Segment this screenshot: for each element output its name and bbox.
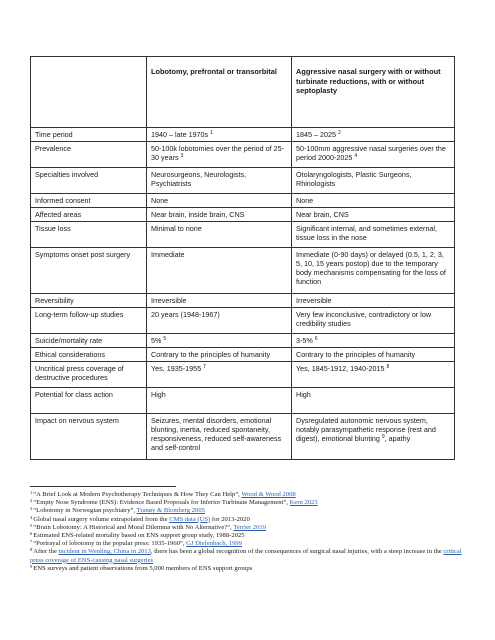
lobotomy-cell xyxy=(147,294,292,308)
cell-text: Yes, 1935-1955 xyxy=(151,364,202,373)
lobotomy-cell xyxy=(147,334,292,348)
table-row xyxy=(31,334,455,348)
row-label-text: Affected areas xyxy=(35,210,82,219)
footnote-text: After the xyxy=(33,548,59,556)
nasal-surgery-cell xyxy=(292,334,455,348)
row-label-text: Tissue loss xyxy=(35,224,71,233)
footnote-text: ENS surveys and patient observations from 5,000 members of ENS support groups xyxy=(33,564,253,572)
cell-text: Minimal to none xyxy=(151,224,202,233)
footnote-text: “Empty Nose Syndrome (ENS): Evidence Based Proposals for Inferior Turbinate Management”, xyxy=(33,499,290,507)
footnote-item xyxy=(30,532,470,540)
row-label-text: Ethical considerations xyxy=(35,350,105,359)
table-row xyxy=(31,414,455,460)
footnotes xyxy=(30,491,470,573)
cell-text: Irreversible xyxy=(296,296,332,305)
footnote-link[interactable]: critical press coverage of ENS-causing nasal surgeries xyxy=(30,548,462,564)
header-nasal-surgery: Aggressive nasal surgery with or without turbinate reductions, with or without septoplasty xyxy=(292,57,455,128)
table-row xyxy=(31,308,455,334)
nasal-surgery-cell xyxy=(292,222,455,248)
footnote-link[interactable]: Tranøy & Blomberg 2005 xyxy=(136,507,205,515)
footnote-item xyxy=(30,548,470,564)
row-label xyxy=(31,308,147,334)
footnote-link[interactable]: GJ Diefenbach, 1999 xyxy=(186,540,243,548)
lobotomy-cell xyxy=(147,208,292,222)
cell-text: High xyxy=(296,390,311,399)
nasal-surgery-cell xyxy=(292,388,455,414)
row-label xyxy=(31,194,147,208)
footnote-text: “Brain Lobotomy: A Historical and Moral Dilemma with No Alternative?”, xyxy=(33,523,234,531)
cell-text: Yes, 1845-1912, 1940-2015 xyxy=(296,364,385,373)
row-label xyxy=(31,362,147,388)
footnote-text: “Portrayal of lobotomy in the popular press: 1935-1960”, xyxy=(33,540,187,548)
row-label-text: Symptoms onset post surgery xyxy=(35,250,131,259)
table-row xyxy=(31,128,455,142)
table-row xyxy=(31,248,455,294)
row-label-text: Time period xyxy=(35,130,73,139)
nasal-surgery-cell xyxy=(292,348,455,362)
footnote-divider xyxy=(30,486,176,487)
row-label-text: Specialties involved xyxy=(35,170,99,179)
footnote-ref[interactable]: 5 xyxy=(163,336,167,342)
footnote-text: , there has been a global recognition of the consequences of surgical nasal injuries, with a steep increase in the xyxy=(150,548,444,556)
footnote-link[interactable]: CMS data (US) xyxy=(169,515,211,523)
lobotomy-cell xyxy=(147,414,292,460)
lobotomy-cell xyxy=(147,308,292,334)
cell-text: 20 years (1948-1967) xyxy=(151,310,220,319)
table-row xyxy=(31,194,455,208)
nasal-surgery-cell xyxy=(292,128,455,142)
cell-text: 5% xyxy=(151,336,162,345)
nasal-surgery-cell xyxy=(292,414,455,460)
cell-text-tail: , apathy xyxy=(384,434,411,443)
footnote-ref[interactable]: 4 xyxy=(354,153,358,159)
footnote-ref[interactable]: 6 xyxy=(314,336,318,342)
header-empty-cell xyxy=(31,57,147,128)
table-row xyxy=(31,208,455,222)
row-label xyxy=(31,334,147,348)
lobotomy-cell xyxy=(147,168,292,194)
table-row xyxy=(31,388,455,414)
cell-text: Immediate xyxy=(151,250,185,259)
table-row xyxy=(31,362,455,388)
footnote-text: “Lobotomy in Norwegian psychiatry”, xyxy=(33,507,137,515)
nasal-surgery-cell xyxy=(292,248,455,294)
table-row xyxy=(31,294,455,308)
lobotomy-cell xyxy=(147,222,292,248)
cell-text: 50-100k lobotomies over the period of 25-30 years xyxy=(151,144,285,162)
row-label xyxy=(31,128,147,142)
footnote-text: Global nasal surgery volume extrapolated from the xyxy=(33,515,170,523)
cell-text: 1845 – 2025 xyxy=(296,130,336,139)
row-label xyxy=(31,248,147,294)
lobotomy-cell xyxy=(147,362,292,388)
footnote-item xyxy=(30,516,470,524)
row-label xyxy=(31,348,147,362)
lobotomy-cell xyxy=(147,128,292,142)
row-label-text: Informed consent xyxy=(35,196,91,205)
footnote-ref[interactable]: 9 xyxy=(381,434,385,440)
row-label xyxy=(31,388,147,414)
footnote-item xyxy=(30,507,470,515)
row-label xyxy=(31,208,147,222)
cell-text: Seizures, mental disorders, emotional blunting, inertia, reduced spontaneity, responsiveness, reduced self-awareness and self-control xyxy=(151,416,282,452)
lobotomy-cell xyxy=(147,248,292,294)
footnote-text: “A Brief Look at Modern Psychotherapy Techniques & How They Can Help”, xyxy=(33,491,242,498)
footnote-number: 6 xyxy=(30,531,33,537)
cell-text: Significant internal, and sometimes external, tissue loss in the nose xyxy=(296,224,438,242)
footnote-link[interactable]: Terrier 2019 xyxy=(233,523,266,531)
footnote-number: 9 xyxy=(30,563,33,569)
footnote-ref[interactable]: 2 xyxy=(337,130,341,136)
row-label xyxy=(31,414,147,460)
lobotomy-cell xyxy=(147,348,292,362)
cell-text: High xyxy=(151,390,166,399)
cell-text: Immediate (0-90 days) or delayed (0.5, 1, 2, 3, 5, 10, 15 years postop) due to the temporary body mechanisms compensating for the loss of function xyxy=(296,250,446,286)
nasal-surgery-cell xyxy=(292,208,455,222)
cell-text: 1940 – late 1970s xyxy=(151,130,209,139)
lobotomy-cell xyxy=(147,388,292,414)
table-header-row xyxy=(31,57,455,128)
footnote-text: for 2013-2020 xyxy=(210,515,250,523)
header-lobotomy: Lobotomy, prefrontal or transorbital xyxy=(147,57,292,128)
table-row xyxy=(31,142,455,168)
row-label-text: Potential for class action xyxy=(35,390,113,399)
footnote-number: 5 xyxy=(30,522,33,528)
comparison-table xyxy=(30,56,455,460)
cell-text: Contrary to the principles of humanity xyxy=(296,350,416,359)
footnote-item xyxy=(30,565,470,573)
footnote-item xyxy=(30,524,470,532)
cell-text: Otolaryngologists, Plastic Surgeons, Rhinologists xyxy=(296,170,412,188)
row-label xyxy=(31,142,147,168)
footnote-number: 2 xyxy=(30,498,33,504)
nasal-surgery-cell xyxy=(292,294,455,308)
nasal-surgery-cell xyxy=(292,362,455,388)
row-label-text: Uncritical press coverage of destructive procedures xyxy=(35,364,124,382)
cell-text: None xyxy=(151,196,169,205)
cell-text: Irreversible xyxy=(151,296,187,305)
footnote-ref[interactable]: 7 xyxy=(203,364,206,370)
cell-text: None xyxy=(296,196,314,205)
row-label-text: Reversibility xyxy=(35,296,74,305)
cell-text: Neurosurgeons, Neurologists, Psychiatrists xyxy=(151,170,247,188)
footnote-number: 1 xyxy=(30,490,33,495)
footnote-link[interactable]: incident in Wenling, China in 2013 xyxy=(58,548,151,556)
row-label-text: Impact on nervous system xyxy=(35,416,119,425)
cell-text: Contrary to the principles of humanity xyxy=(151,350,271,359)
row-label xyxy=(31,222,147,248)
cell-text: 50-100mm aggressive nasal surgeries over the period 2000-2025 xyxy=(296,144,446,162)
row-label xyxy=(31,294,147,308)
nasal-surgery-cell xyxy=(292,168,455,194)
footnote-item xyxy=(30,491,470,499)
footnote-number: 4 xyxy=(30,514,33,520)
cell-text: Very few inconclusive, contradictory or low credibility studies xyxy=(296,310,432,328)
nasal-surgery-cell xyxy=(292,142,455,168)
nasal-surgery-cell xyxy=(292,308,455,334)
footnote-ref[interactable]: 3 xyxy=(180,153,184,159)
row-label xyxy=(31,168,147,194)
footnote-number: 3 xyxy=(30,506,33,512)
cell-text: Near brain, inside brain, CNS xyxy=(151,210,245,219)
lobotomy-cell xyxy=(147,194,292,208)
footnote-ref[interactable]: 1 xyxy=(210,130,213,136)
cell-text: Dysregulated autonomic nervous system, notably parasympathetic response (rest and digest), emotional blunting xyxy=(296,416,436,443)
footnote-link[interactable]: Wood & Wood 2008 xyxy=(241,491,296,498)
lobotomy-cell xyxy=(147,142,292,168)
table-row xyxy=(31,168,455,194)
footnote-number: 8 xyxy=(30,547,33,553)
footnote-number: 7 xyxy=(30,539,33,545)
footnote-ref[interactable]: 8 xyxy=(386,364,390,370)
row-label-text: Long-term follow-up studies xyxy=(35,310,124,319)
row-label-text: Suicide/mortality rate xyxy=(35,336,103,345)
row-label-text: Prevalence xyxy=(35,144,71,153)
footnote-text: Estimated ENS-related mortality based on ENS support group study, 1988-2025 xyxy=(33,532,245,540)
cell-text: 3-5% xyxy=(296,336,313,345)
footnote-link[interactable]: Kern 2023 xyxy=(289,499,318,507)
nasal-surgery-cell xyxy=(292,194,455,208)
table-row xyxy=(31,222,455,248)
cell-text: Near brain, CNS xyxy=(296,210,349,219)
table-row xyxy=(31,348,455,362)
